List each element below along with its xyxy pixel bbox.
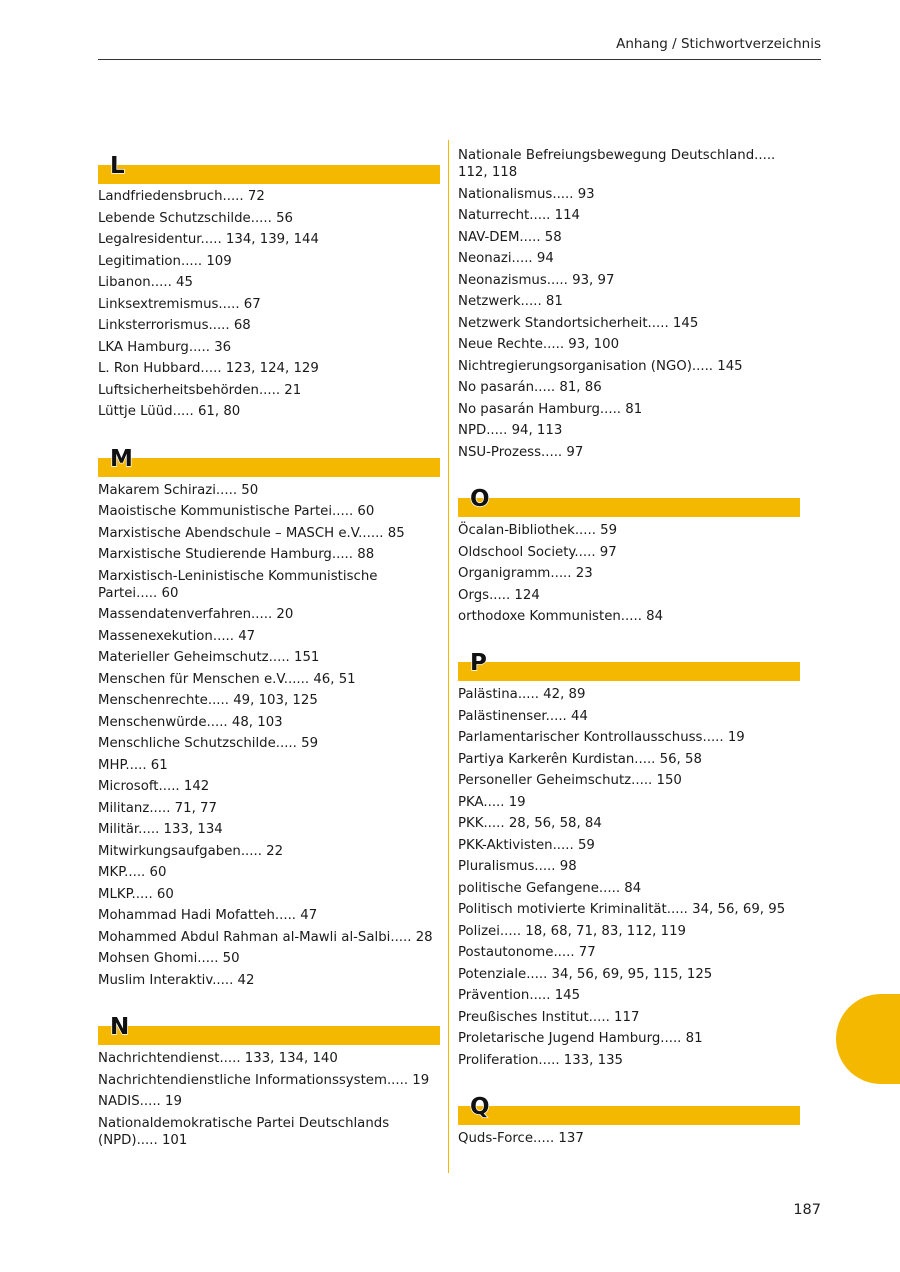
index-entry: Mohsen Ghomi..... 50 bbox=[98, 951, 240, 966]
index-entry: Öcalan-Bibliothek..... 59 bbox=[458, 523, 618, 538]
index-entry: Maoistische Kommunistische Partei..... 60 bbox=[98, 504, 375, 519]
index-entry: PKA..... 19 bbox=[458, 795, 526, 810]
section-letter: O bbox=[470, 486, 490, 512]
index-entry: Legalresidentur..... 134, 139, 144 bbox=[98, 232, 319, 247]
index-entry: MKP..... 60 bbox=[98, 865, 167, 880]
index-entry: Marxistische Studierende Hamburg..... 88 bbox=[98, 547, 375, 562]
index-entry: Menschen für Menschen e.V...... 46, 51 bbox=[98, 672, 356, 687]
section-letter: M bbox=[110, 446, 133, 472]
column-divider bbox=[448, 140, 449, 1173]
index-entry: Microsoft..... 142 bbox=[98, 779, 210, 794]
index-entry: No pasarán..... 81, 86 bbox=[458, 380, 602, 395]
index-entry: Oldschool Society..... 97 bbox=[458, 545, 617, 560]
index-entry: Luftsicherheitsbehörden..... 21 bbox=[98, 383, 302, 398]
index-entry: Muslim Interaktiv..... 42 bbox=[98, 973, 255, 988]
section-header-n bbox=[98, 1014, 440, 1045]
index-entry: Marxistisch-Leninistische Kommunistische Partei..... 60 bbox=[98, 569, 378, 601]
index-entry: Mitwirkungsaufgaben..... 22 bbox=[98, 844, 284, 859]
index-entry: NADIS..... 19 bbox=[98, 1094, 182, 1109]
index-entry: Menschliche Schutzschilde..... 59 bbox=[98, 736, 319, 751]
index-entry: Organigramm..... 23 bbox=[458, 566, 593, 581]
index-entry: Marxistische Abendschule – MASCH e.V...... 85 bbox=[98, 526, 405, 541]
thumb-index-tab bbox=[836, 994, 900, 1084]
index-entry: MLKP..... 60 bbox=[98, 887, 174, 902]
index-entry: Polizei..... 18, 68, 71, 83, 112, 119 bbox=[458, 924, 686, 939]
index-entry: PKK-Aktivisten..... 59 bbox=[458, 838, 595, 853]
section-header-o bbox=[458, 486, 800, 517]
index-entry: Massenexekution..... 47 bbox=[98, 629, 256, 644]
index-entry: Neonazi..... 94 bbox=[458, 251, 554, 266]
index-entry: NPD..... 94, 113 bbox=[458, 423, 563, 438]
page-number: 187 bbox=[793, 1202, 821, 1218]
index-entry: Nationalismus..... 93 bbox=[458, 187, 595, 202]
index-entry: Landfriedensbruch..... 72 bbox=[98, 189, 265, 204]
index-entry: Netzwerk Standortsicherheit..... 145 bbox=[458, 316, 699, 331]
index-entry: Lüttje Lüüd..... 61, 80 bbox=[98, 404, 241, 419]
index-entry: Orgs..... 124 bbox=[458, 588, 540, 603]
index-entry: Quds-Force..... 137 bbox=[458, 1131, 584, 1146]
index-entry: Massendatenverfahren..... 20 bbox=[98, 607, 294, 622]
index-entry: Nichtregierungsorganisation (NGO)..... 145 bbox=[458, 359, 743, 374]
index-entry: Personeller Geheimschutz..... 150 bbox=[458, 773, 682, 788]
index-entry: Nachrichtendienst..... 133, 134, 140 bbox=[98, 1051, 338, 1066]
section-letter: Q bbox=[470, 1094, 490, 1120]
section-letter: L bbox=[110, 153, 125, 179]
section-header-m bbox=[98, 446, 440, 477]
index-entry: Materieller Geheimschutz..... 151 bbox=[98, 650, 320, 665]
index-entry: Menschenwürde..... 48, 103 bbox=[98, 715, 283, 730]
index-entry: Palästina..... 42, 89 bbox=[458, 687, 586, 702]
index-entry: NSU-Prozess..... 97 bbox=[458, 445, 584, 460]
index-entry: Libanon..... 45 bbox=[98, 275, 193, 290]
index-entry: Potenziale..... 34, 56, 69, 95, 115, 125 bbox=[458, 967, 713, 982]
header-rule bbox=[98, 59, 821, 60]
section-header-p bbox=[458, 650, 800, 681]
index-entry: Mohammed Abdul Rahman al-Mawli al-Salbi..... 28 bbox=[98, 930, 433, 945]
index-entry: PKK..... 28, 56, 58, 84 bbox=[458, 816, 602, 831]
index-entry: Prävention..... 145 bbox=[458, 988, 581, 1003]
index-entry: NAV-DEM..... 58 bbox=[458, 230, 562, 245]
index-entry: Nationale Befreiungsbewegung Deutschland..... 112, 118 bbox=[458, 148, 776, 180]
index-entry: Proliferation..... 133, 135 bbox=[458, 1053, 624, 1068]
index-entry: LKA Hamburg..... 36 bbox=[98, 340, 232, 355]
index-entry: Preußisches Institut..... 117 bbox=[458, 1010, 640, 1025]
index-entry: Proletarische Jugend Hamburg..... 81 bbox=[458, 1031, 703, 1046]
section-letter: N bbox=[110, 1014, 130, 1040]
index-entry: Menschenrechte..... 49, 103, 125 bbox=[98, 693, 318, 708]
page-header-title: Anhang / Stichwortverzeichnis bbox=[616, 36, 821, 52]
index-entry: Politisch motivierte Kriminalität..... 34, 56, 69, 95 bbox=[458, 902, 786, 917]
index-entry: Lebende Schutzschilde..... 56 bbox=[98, 211, 294, 226]
index-entry: Parlamentarischer Kontrollausschuss..... 19 bbox=[458, 730, 745, 745]
index-entry: Linksextremismus..... 67 bbox=[98, 297, 261, 312]
index-entry: Nationaldemokratische Partei Deutschlands (NPD)..... 101 bbox=[98, 1116, 390, 1148]
index-entry: Neonazismus..... 93, 97 bbox=[458, 273, 615, 288]
index-entry: Mohammad Hadi Mofatteh..... 47 bbox=[98, 908, 318, 923]
index-entry: Nachrichtendienstliche Informationssystem..... 19 bbox=[98, 1073, 430, 1088]
index-entry: Militär..... 133, 134 bbox=[98, 822, 223, 837]
index-entry: MHP..... 61 bbox=[98, 758, 168, 773]
index-entry: Makarem Schirazi..... 50 bbox=[98, 483, 259, 498]
index-entry: Militanz..... 71, 77 bbox=[98, 801, 217, 816]
index-entry: Naturrecht..... 114 bbox=[458, 208, 581, 223]
section-header-l bbox=[98, 153, 440, 184]
index-entry: L. Ron Hubbard..... 123, 124, 129 bbox=[98, 361, 319, 376]
index-entry: Palästinenser..... 44 bbox=[458, 709, 588, 724]
index-entry: Pluralismus..... 98 bbox=[458, 859, 577, 874]
section-header-q bbox=[458, 1094, 800, 1125]
index-entry: Linksterrorismus..... 68 bbox=[98, 318, 251, 333]
index-entry: Netzwerk..... 81 bbox=[458, 294, 563, 309]
index-entry: Legitimation..... 109 bbox=[98, 254, 232, 269]
index-entry: No pasarán Hamburg..... 81 bbox=[458, 402, 643, 417]
index-entry: Neue Rechte..... 93, 100 bbox=[458, 337, 620, 352]
index-entry: orthodoxe Kommunisten..... 84 bbox=[458, 609, 664, 624]
index-entry: Partiya Karkerên Kurdistan..... 56, 58 bbox=[458, 752, 702, 767]
index-entry: Postautonome..... 77 bbox=[458, 945, 596, 960]
index-entry: politische Gefangene..... 84 bbox=[458, 881, 642, 896]
section-letter: P bbox=[470, 650, 487, 676]
